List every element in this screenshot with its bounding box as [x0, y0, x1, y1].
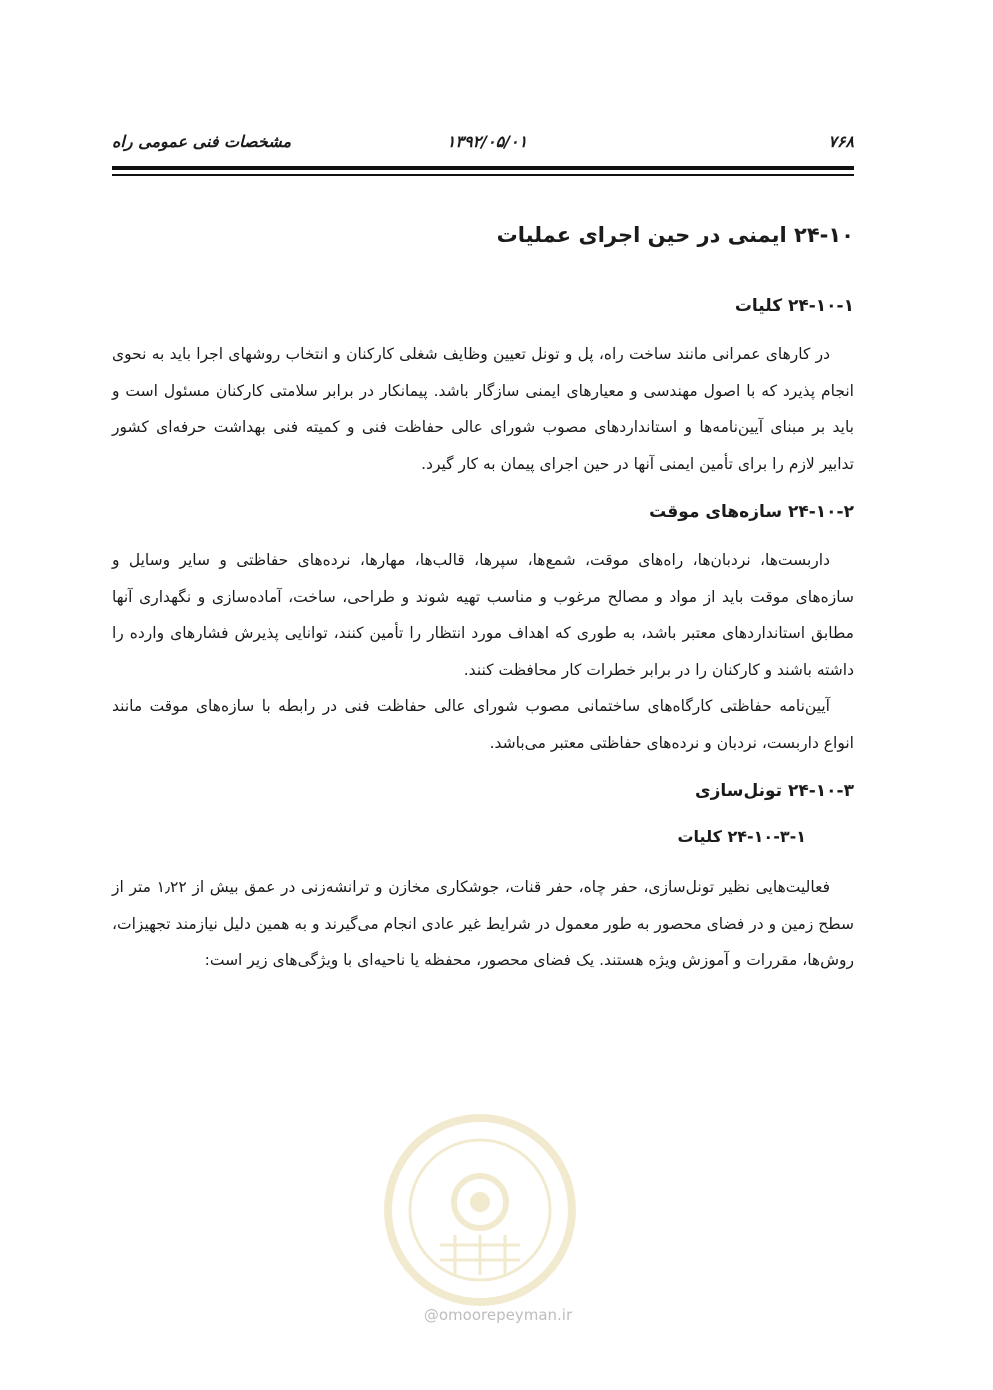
watermark-text: @omoorepeyman.ir	[423, 1306, 573, 1324]
section-title: ۲۴-۱۰ ایمنی در حین اجرای عملیات	[496, 223, 854, 247]
page-content	[112, 200, 854, 995]
subsection-title-tunneling: ۲۴-۱۰-۳ تونل‌سازی	[695, 781, 854, 801]
subsection-title-general: ۲۴-۱۰-۱ کلیات	[734, 296, 854, 316]
paragraph-general: در کارهای عمرانی مانند ساخت راه، پل و تونل تعیین وظایف شغلی کارکنان و انتخاب روشهای اجرا باید به نحوی انجام پذیرد که با اصول مهندسی و معیارهای ایمنی سازگار باشد. پیمانکار در برابر سلامتی کارکنان مسئول است و باید بر مبنای آیین‌نامه‌ها و استانداردهای مصوب شورای عالی حفاظت فنی و کمیته فنی بهداشت حرفه‌ای کشور تدابیر لازم را برای تأمین ایمنی آنها در حین اجرای پیمان به کار گیرد.	[112, 345, 854, 473]
watermark-seal-icon	[380, 1110, 580, 1310]
header-rule-thick	[112, 166, 854, 170]
paragraph-temporary-structures-2: آیین‌نامه حفاظتی کارگاه‌های ساختمانی مصوب شورای عالی حفاظت فنی در رابطه با سازه‌های موقت مانند انواع داربست، نردبان و نرده‌های حفاظتی معتبر می‌باشد.	[112, 697, 854, 752]
page-number: ۷۶۸	[828, 132, 854, 151]
paragraph-temporary-structures-1: داربست‌ها، نردبان‌ها، راه‌های موقت، شمع‌ها، سپرها، قالب‌ها، مهارها، نرده‌های حفاظتی و سایر وسایل و سازه‌های موقت باید از مواد و مصالح مرغوب و مناسب تهیه شوند و طراحی، ساخت، آماده‌سازی و نگهداری آنها مطابق استانداردهای معتبر باشد، به طوری که اهداف مورد انتظار را تأمین کنند، توانایی پذیرش فشارهای وارده را داشته باشند و کارکنان را در برابر خطرات کار محافظت کنند.	[112, 551, 854, 679]
paragraph-tunneling-general: فعالیت‌هایی نظیر تونل‌سازی، حفر چاه، حفر قنات، جوشکاری مخازن و ترانشه‌زنی در عمق بیش از ۱٫۲۲ متر از سطح زمین و در فضای محصور به طور معمول در شرایط غیر عادی انجام می‌گیرند و به همین دلیل نیازمند تجهیزات، روش‌ها، مقررات و آموزش ویژه هستند. یک فضای محصور، محفظه یا ناحیه‌ای با ویژگی‌های زیر است:	[112, 878, 854, 969]
page-header	[112, 128, 854, 156]
subsection-title-temporary-structures: ۲۴-۱۰-۲ سازه‌های موقت	[649, 502, 854, 522]
header-date: ۱۳۹۲/۰۵/۰۱	[446, 132, 528, 151]
document-title: مشخصات فنی عمومی راه	[112, 132, 292, 151]
subsubsection-title-tunneling-general: ۲۴-۱۰-۳-۱ کلیات	[677, 827, 806, 846]
header-rule-thin	[112, 174, 854, 176]
